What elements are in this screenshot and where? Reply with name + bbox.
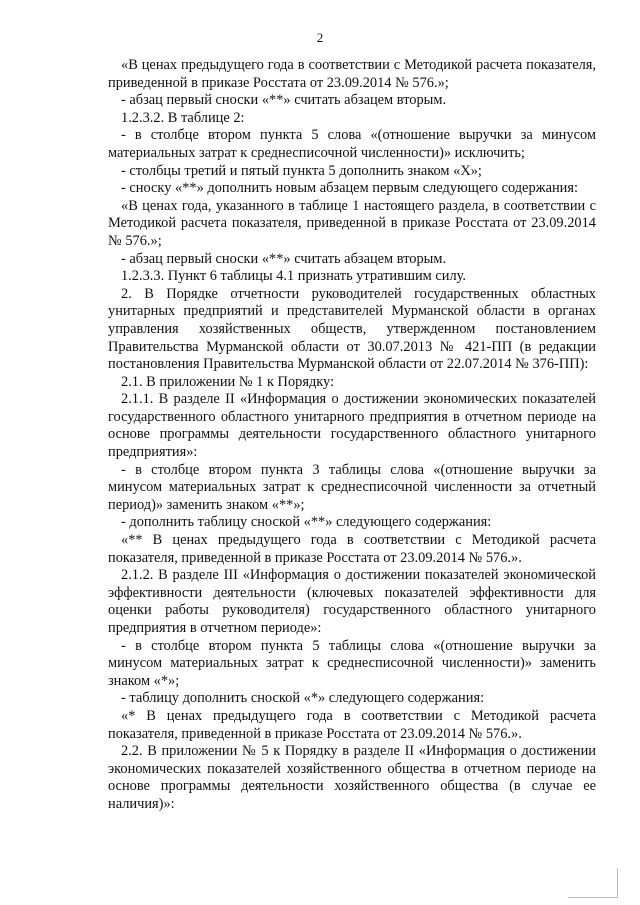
paragraph: «В ценах года, указанного в таблице 1 настоящего раздела, в соответствии с Методикой расчета показателя, приведенной в приказе Росстата от 23.09.2014 № 576.»; [108,197,596,249]
paragraph: 2.2. В приложении № 5 к Порядку в разделе II «Информация о достижении экономических показателей хозяйственного общества в отчетном периоде на основе программы деятельности хозяйственного общества (в случае ее наличия)»: [108,743,596,812]
paragraph: «В ценах предыдущего года в соответствии с Методикой расчета показателя, приведенной в приказе Росстата от 23.09.2014 № 576.»; [108,57,596,91]
paragraph: «** В ценах предыдущего года в соответствии с Методикой расчета показателя, приведенной в приказе Росстата от 23.09.2014 № 576.». [108,532,596,566]
paragraph: - столбцы третий и пятый пункта 5 дополнить знаком «Х»; [121,162,482,179]
paragraph: - таблицу дополнить сноской «*» следующего содержания: [121,690,485,707]
paragraph: «* В ценах предыдущего года в соответствии с Методикой расчета показателя, приведенной в приказе Росстата от 23.09.2014 № 576.». [108,707,596,742]
page-number: 2 [316,30,324,45]
paragraph: - сноску «**» дополнить новым абзацем первым следующего содержания: [121,180,578,197]
paragraph: 1.2.3.3. Пункт 6 таблицы 4.1 признать утратившим силу. [121,268,467,285]
paragraph: - абзац первый сноски «**» считать абзацем вторым. [121,92,447,109]
paragraph: 2.1. В приложении № 1 к Порядку: [121,373,335,390]
paragraph: - абзац первый сноски «**» считать абзацем вторым. [121,250,447,267]
paragraph: - в столбце втором пункта 5 таблицы слова «(отношение выручки за минусом материальных затрат к среднесписочной численности)» заменить знаком «*»; [108,637,596,689]
paragraph: 2.1.2. В разделе III «Информация о достижении показателей экономической эффективности деятельности (ключевых показателей эффективности для оценки работы руководителя) государственного областного унитарного предприятия в отчетном периоде»: [108,567,596,636]
paragraph: - дополнить таблицу сноской «**» следующего содержания: [121,514,492,531]
scan-edge-mark [617,868,618,898]
paragraph: 2.1.1. В разделе II «Информация о достижении экономических показателей государственного областного унитарного предприятия в отчетном периоде на основе программы деятельности государственного областного унитарного предприятия»: [108,391,596,461]
paragraph: 1.2.3.2. В таблице 2: [121,109,245,126]
scan-edge-mark [568,897,618,898]
paragraph: - в столбце втором пункта 3 таблицы слова «(отношение выручки за минусом материальных затрат к среднесписочной численности за отчетный период)» заменить знаком «**»; [108,461,596,513]
document-body [108,57,596,814]
paragraph: - в столбце втором пункта 5 слова «(отношение выручки за минусом материальных затрат к среднесписочной численности)» исключить; [108,127,596,161]
paragraph: 2. В Порядке отчетности руководителей государственных областных унитарных предприятий и представителей Мурманской области в органах управления хозяйственных обществ, утвержденном постановлением Правительства Мурманской области от 30.07.2013 № 421-ПП (в редакции постановления Правительства Мурманской области от 22.07.2014 № 376-ПП): [108,285,596,373]
